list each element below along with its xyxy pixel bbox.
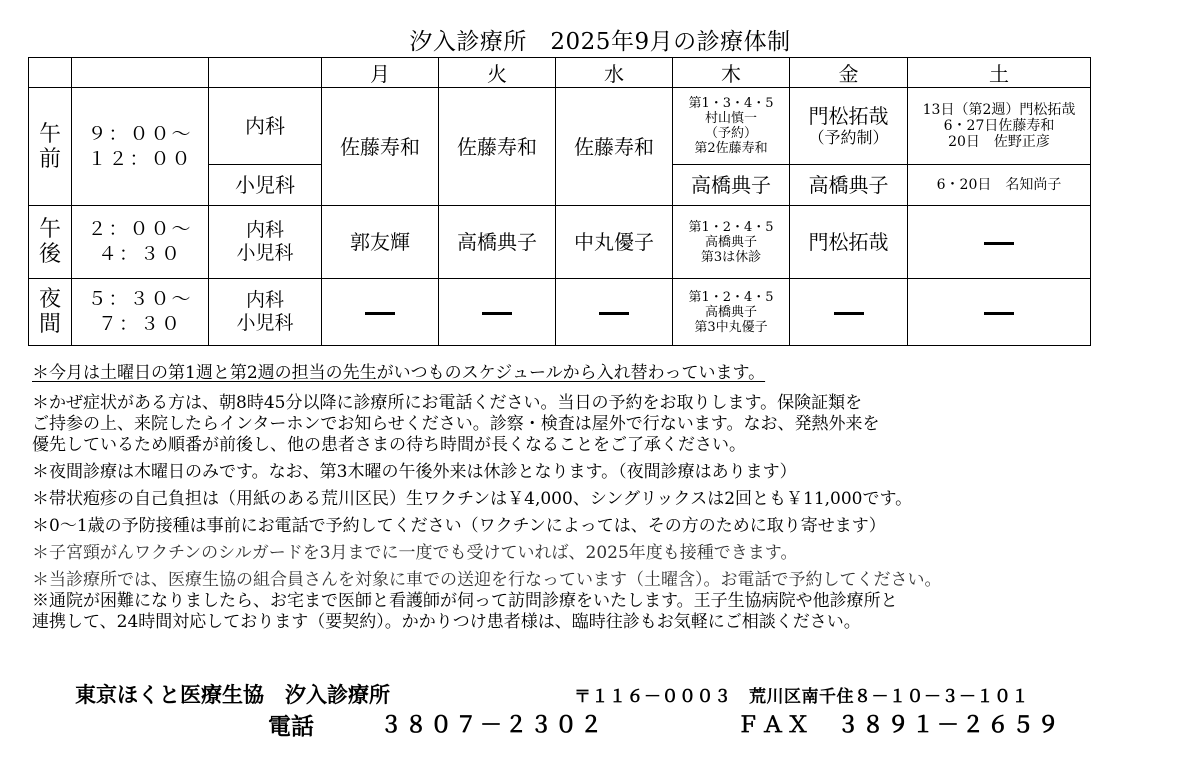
- morning-thu-internal: 第1・3・4・5 村山慎一 （予約） 第2佐藤寿和: [673, 88, 790, 165]
- note-cold-3: 優先しているため順番が前後し、他の患者さまの待ち時間が長くなることをご了承ください。: [32, 435, 746, 455]
- note-home-visit-2: 連携して、24時間対応しております（要契約）。かかりつけ患者様は、臨時往診もお気軽にご相談ください。: [32, 612, 861, 632]
- day-thu: 木: [673, 58, 790, 88]
- note-shingles: ＊帯状疱疹の自己負担は（用紙のある荒川区民）生ワクチンは￥4,000、シングリックスは2回とも￥11,000です。: [32, 489, 913, 509]
- day-tue: 火: [439, 58, 556, 88]
- evening-time: ５：３０～ ７：３０: [72, 279, 209, 346]
- morning-tue: 佐藤寿和: [439, 88, 556, 206]
- note-cold-2: ご持参の上、来院したらインターホンでお知らせください。診察・検査は屋外で行ないます。なお、発熱外来を: [32, 414, 880, 434]
- footer-line-2: [0, 708, 1200, 738]
- none-dash-icon: [984, 312, 1014, 315]
- morning-sat-pediatric: 6・20日 名知尚子: [908, 165, 1091, 206]
- evening-wed: [556, 279, 673, 346]
- page-title: 汐入診療所 2025年9月の診療体制: [409, 29, 791, 55]
- note-transport: ＊当診療所では、医療生協の組合員さんを対象に車での送迎を行なっています（土曜含）。お電話で予約してください。: [32, 570, 942, 590]
- evening-thu: 第1・2・4・5 高橋典子 第3中丸優子: [673, 279, 790, 346]
- morning-thu-pediatric: 高橋典子: [673, 165, 790, 206]
- none-dash-icon: [482, 312, 512, 315]
- morning-fri-internal: [790, 88, 908, 165]
- evening-dept: 内科 小児科: [209, 279, 322, 346]
- none-dash-icon: [599, 312, 629, 315]
- morning-wed: 佐藤寿和: [556, 88, 673, 206]
- afternoon-wed: 中丸優子: [556, 206, 673, 279]
- afternoon-time: ２：００～ ４：３０: [72, 206, 209, 279]
- footer-line-1: [0, 679, 1200, 707]
- morning-sat-internal: 13日（第2週）門松拓哉 6・27日佐藤寿和 20日 佐野正彦: [908, 88, 1091, 165]
- morning-internal-dept: 内科: [209, 88, 322, 165]
- afternoon-row: [29, 206, 1091, 279]
- evening-mon: [322, 279, 439, 346]
- evening-sat: [908, 279, 1091, 346]
- day-mon: 月: [322, 58, 439, 88]
- tel-label: 電話: [268, 714, 314, 740]
- tel-number: ３８０７－２３０２: [380, 713, 606, 738]
- day-sat: 土: [908, 58, 1091, 88]
- note-vaccination: ＊0～1歳の予防接種は事前にお電話で予約してください（ワクチンによっては、その方のために取り寄せます）: [32, 516, 886, 536]
- header-row: [29, 58, 1091, 88]
- afternoon-sat: [908, 206, 1091, 279]
- note-evening: ＊夜間診療は木曜日のみです。なお、第3木曜の午後外来は休診となります。（夜間診療はあります）: [32, 462, 797, 482]
- evening-label: 夜 間: [29, 279, 72, 346]
- morning-fri-doctor: 門松拓哉: [808, 104, 889, 128]
- afternoon-thu: 第1・2・4・5 高橋典子 第3は休診: [673, 206, 790, 279]
- none-dash-icon: [834, 312, 864, 315]
- afternoon-mon: 郭友輝: [322, 206, 439, 279]
- morning-pediatric-dept: 小児科: [209, 165, 322, 206]
- org-name: 東京ほくと医療生協 汐入診療所: [75, 683, 390, 707]
- morning-row-internal: [29, 88, 1091, 165]
- morning-mon: 佐藤寿和: [322, 88, 439, 206]
- afternoon-tue: 高橋典子: [439, 206, 556, 279]
- note-hpv: ＊子宮頸がんワクチンのシルガードを3月までに一度でも受けていれば、2025年度も接種できます。: [32, 543, 798, 563]
- none-dash-icon: [984, 242, 1014, 245]
- note-home-visit-1: ※通院が困難になりましたら、お宅まで医師と看護師が伺って訪問診療をいたします。王子生協病院や他診療所と: [32, 591, 898, 611]
- day-fri: 金: [790, 58, 908, 88]
- evening-fri: [790, 279, 908, 346]
- morning-fri-note: （予約制）: [808, 128, 889, 147]
- afternoon-label: 午 後: [29, 206, 72, 279]
- fax-number: ＦＡＸ ３８９１－２６５９: [737, 713, 1063, 738]
- none-dash-icon: [365, 312, 395, 315]
- morning-time: ９：００～ １２：００: [72, 88, 209, 206]
- morning-label: 午 前: [29, 88, 72, 206]
- note-cold-1: ＊かぜ症状がある方は、朝8時45分以降に診療所にお電話ください。当日の予約をお取りします。保険証類を: [32, 393, 863, 413]
- schedule-table: [28, 57, 1091, 346]
- note-saturday-change: ＊今月は土曜日の第1週と第2週の担当の先生がいつものスケジュールから入れ替わっています。: [32, 363, 766, 383]
- morning-fri-pediatric: 高橋典子: [790, 165, 908, 206]
- afternoon-dept: 内科 小児科: [209, 206, 322, 279]
- evening-tue: [439, 279, 556, 346]
- notes: [32, 363, 1192, 633]
- afternoon-fri: 門松拓哉: [790, 206, 908, 279]
- address: 〒１１６－０００３ 荒川区南千住８－１０－３－１０１: [574, 687, 1029, 707]
- evening-row: [29, 279, 1091, 346]
- day-wed: 水: [556, 58, 673, 88]
